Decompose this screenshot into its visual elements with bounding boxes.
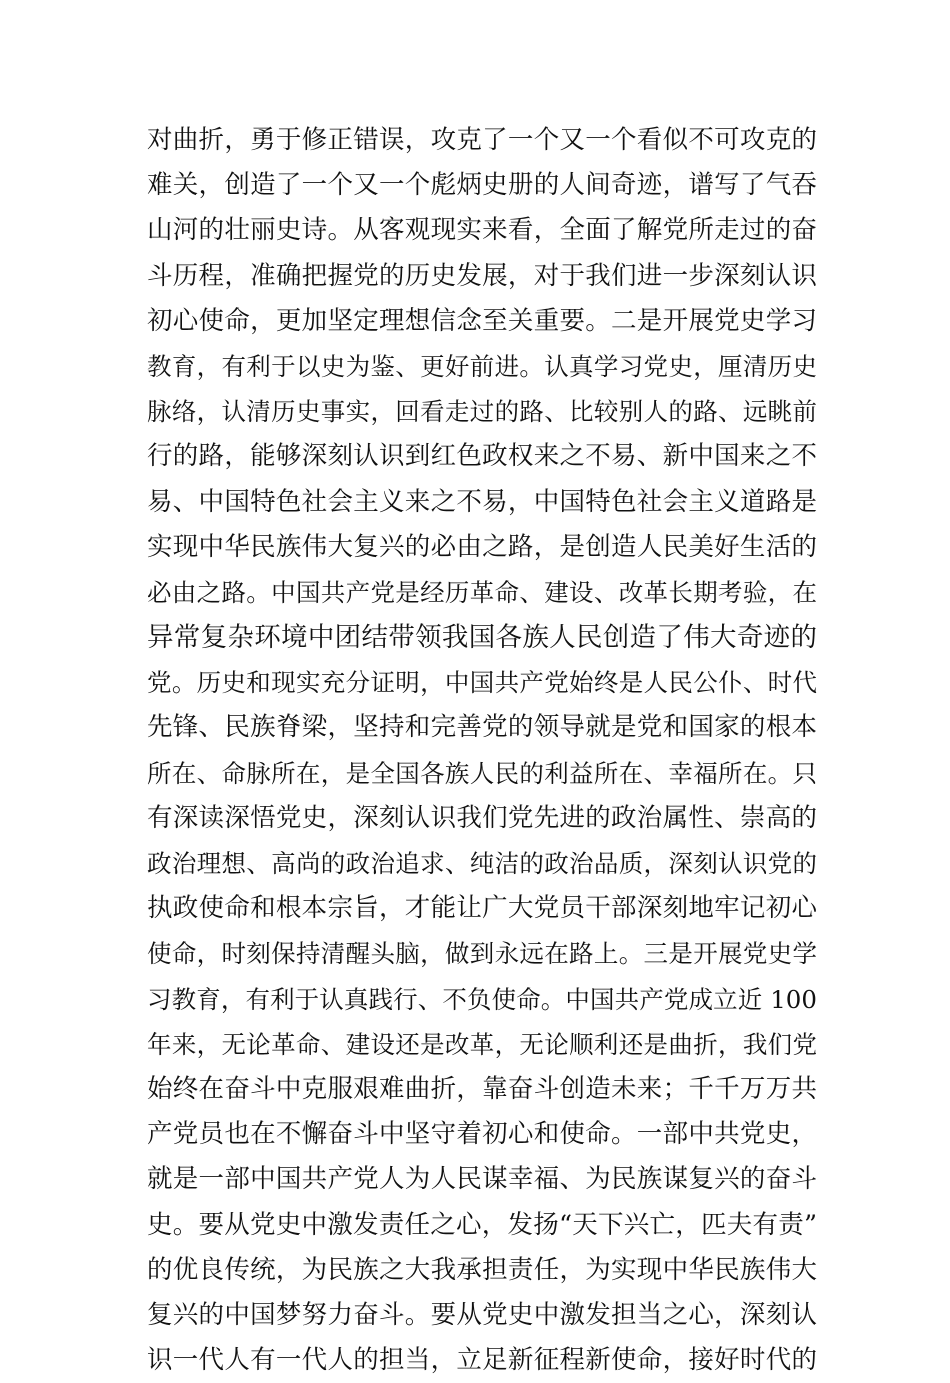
text-line: 使命，时刻保持清醒头脑，做到永远在路上。三是开展党史学 <box>147 939 817 969</box>
text-line: 党。历史和现实充分证明，中国共产党始终是人民公仆、时代 <box>147 668 817 698</box>
text-line: 政治理想、高尚的政治追求、纯洁的政治品质，深刻认识党的 <box>147 849 817 878</box>
text-line: 识一代人有一代人的担当，立足新征程新使命，接好时代的 <box>147 1345 817 1376</box>
text-line: 教育，有利于以史为鉴、更好前进。认真学习党史，厘清历史 <box>147 351 817 381</box>
text-line: 必由之路。中国共产党是经历革命、建设、改革长期考验，在 <box>147 577 817 607</box>
text-line: 复兴的中国梦努力奋斗。要从党史中激发担当之心，深刻认 <box>147 1299 817 1330</box>
text-line: 行的路，能够深刻认识到红色政权来之不易、新中国来之不 <box>147 441 817 472</box>
text-line: 史。要从党史中激发责任之心，发扬“天下兴亡，匹夫有责” <box>147 1209 817 1240</box>
text-line: 始终在奋斗中克服艰难曲折，靠奋斗创造未来；千千万万共 <box>147 1073 817 1104</box>
text-line: 年来，无论革命、建设还是改革，无论顺利还是曲折，我们党 <box>147 1029 817 1059</box>
text-line: 产党员也在不懈奋斗中坚守着初心和使命。一部中共党史， <box>147 1119 817 1150</box>
text-line: 先锋、民族脊梁，坚持和完善党的领导就是党和国家的根本 <box>147 712 817 743</box>
text-line: 初心使命，更加坚定理想信念至关重要。二是开展党史学习 <box>147 305 817 336</box>
text-line: 对曲折，勇于修正错误，攻克了一个又一个看似不可攻克的 <box>147 125 817 155</box>
text-line: 习教育，有利于认真践行、不负使命。中国共产党成立近 100 <box>147 984 817 1014</box>
text-line: 有深读深悟党史，深刻认识我们党先进的政治属性、崇高的 <box>147 802 817 833</box>
text-line: 实现中华民族伟大复兴的必由之路，是创造人民美好生活的 <box>147 531 817 562</box>
text-line: 难关，创造了一个又一个彪炳史册的人间奇迹，谱写了气吞 <box>147 170 817 201</box>
text-line: 异常复杂环境中团结带领我国各族人民创造了伟大奇迹的 <box>147 622 817 654</box>
body-paragraph <box>147 118 817 1383</box>
text-line: 的优良传统，为民族之大我承担责任，为实现中华民族伟大 <box>147 1254 817 1285</box>
text-line: 执政使命和根本宗旨，才能让广大党员干部深刻地牢记初心 <box>147 893 817 924</box>
text-line: 易、中国特色社会主义来之不易，中国特色社会主义道路是 <box>147 486 817 517</box>
text-line: 所在、命脉所在，是全国各族人民的利益所在、幸福所在。只 <box>147 758 817 788</box>
text-line: 山河的壮丽史诗。从客观现实来看，全面了解党所走过的奋 <box>147 215 817 246</box>
text-line: 就是一部中国共产党人为人民谋幸福、为民族谋复兴的奋斗 <box>147 1164 817 1195</box>
text-line: 脉络，认清历史事实，回看走过的路、比较别人的路、远眺前 <box>147 397 817 427</box>
text-line: 斗历程，准确把握党的历史发展，对于我们进一步深刻认识 <box>147 260 817 291</box>
